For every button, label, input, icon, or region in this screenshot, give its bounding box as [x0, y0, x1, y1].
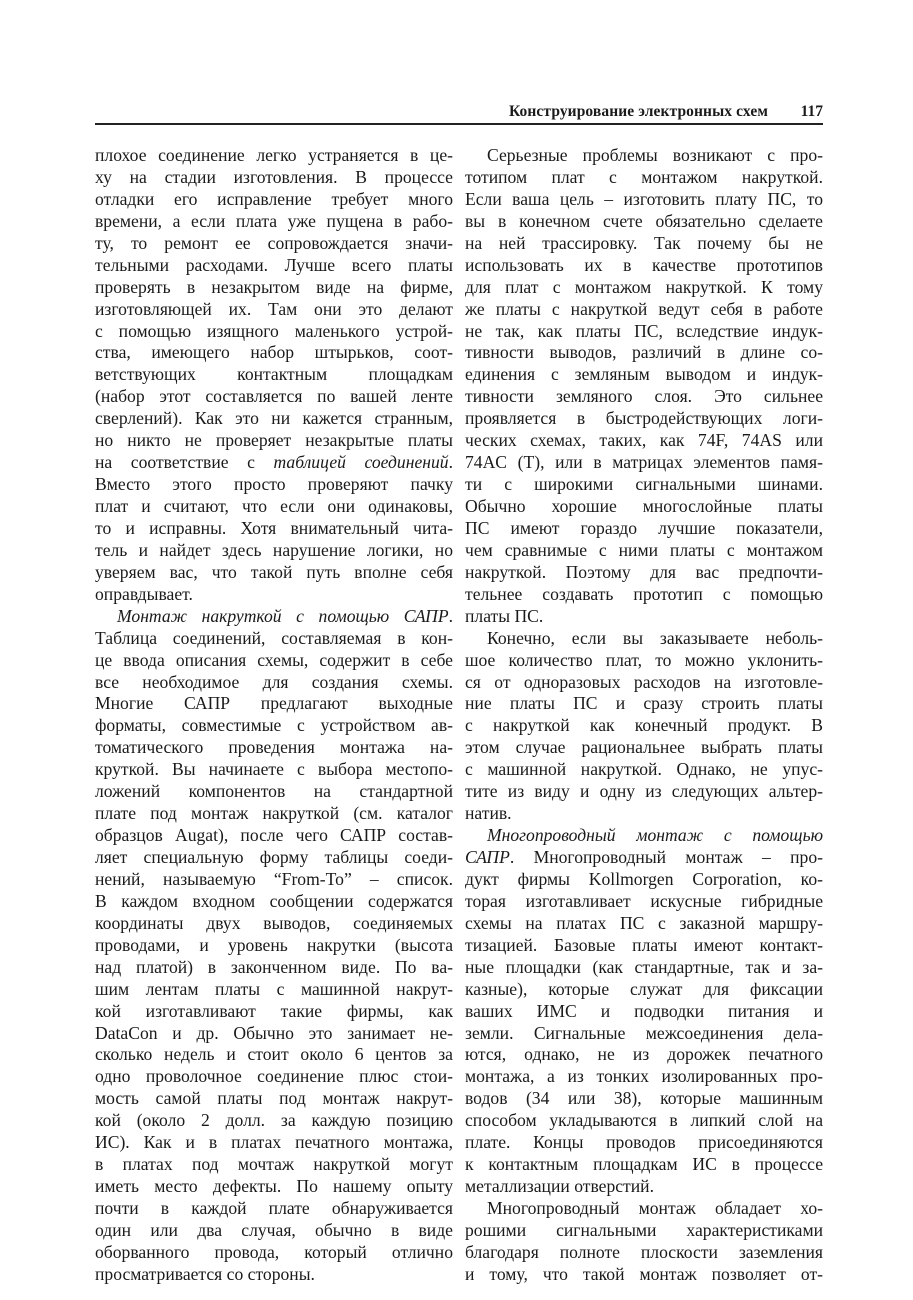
text-line: [465, 781, 823, 803]
text-line: [95, 342, 453, 364]
line-text: ние платы ПС и сразу строить платы: [465, 693, 823, 714]
right-column: [465, 145, 823, 1286]
left-column: [95, 145, 453, 1286]
text-line: [95, 672, 453, 694]
line-text: единения с земляным выводом и индук-: [465, 364, 823, 385]
text-line: [465, 1220, 823, 1242]
text-line: [465, 1110, 823, 1132]
text-line: [465, 650, 823, 672]
text-line: [465, 672, 823, 694]
line-text: плохое соединение легко устраняется в це-: [95, 145, 453, 165]
line-text: Таблица соединений, составляемая в кон-: [95, 627, 453, 648]
text-line: [465, 1023, 823, 1045]
line-text: плат и считают, что если они одинаковы,: [95, 496, 453, 516]
line-text: на соответствие с: [95, 452, 274, 473]
header-rule: [95, 123, 823, 125]
line-text: металлизации отверстий.: [465, 1176, 654, 1197]
text-line: [95, 364, 453, 386]
line-text: иметь место дефекты. По нашему опыту: [95, 1176, 453, 1197]
text-line: [95, 1110, 453, 1132]
text-line: [95, 1242, 453, 1264]
text-line: [95, 825, 453, 847]
text-line: [465, 1132, 823, 1154]
text-line: [95, 211, 453, 233]
text-line: [465, 869, 823, 891]
text-line: [465, 518, 823, 540]
text-line: [465, 233, 823, 255]
text-line: [95, 145, 453, 167]
text-line: [95, 650, 453, 672]
text-line: [465, 211, 823, 233]
text-line: [95, 606, 453, 628]
line-text: к контактным площадкам ИС в процессе: [465, 1154, 823, 1175]
line-text: ху на стадии изготовления. В процессе: [95, 166, 453, 187]
text-line: [95, 233, 453, 255]
text-line: [465, 628, 823, 650]
text-line: [465, 957, 823, 979]
text-line: [465, 606, 823, 628]
line-text: це ввода описания схемы, содержит в себе: [95, 649, 453, 670]
text-line: [95, 189, 453, 211]
text-line: [465, 825, 823, 847]
text-line: [465, 1198, 823, 1220]
text-line: [465, 496, 823, 518]
line-text: Конечно, если вы заказываете неболь-: [487, 627, 823, 648]
line-text: координаты двух выводов, соединяемых: [95, 912, 453, 933]
line-text: оправдывает.: [95, 583, 193, 604]
line-text: плате под монтаж накруткой (см. каталог: [95, 803, 453, 824]
line-text: проводами, и уровень накрутки (высота: [95, 934, 453, 955]
line-text: ПС имеют гораздо лучшие показатели,: [465, 517, 823, 538]
text-line: [95, 759, 453, 781]
text-line: [95, 1220, 453, 1242]
line-text: чем сравнимые с ними платы с монтажом: [465, 539, 823, 560]
text-line: [465, 803, 823, 825]
text-line: [465, 342, 823, 364]
page-number: 117: [800, 103, 823, 120]
text-line: [95, 518, 453, 540]
line-text: ИС). Как и в платах печатного монтажа,: [95, 1132, 453, 1153]
text-line: [465, 1176, 823, 1198]
line-text: тивности выводов, различий в длине со-: [465, 342, 823, 363]
text-line: [95, 386, 453, 408]
text-line: [465, 1044, 823, 1066]
line-text: Вместо этого просто проверяют пачку: [95, 474, 453, 495]
text-line: [465, 1242, 823, 1264]
line-text: с накруткой как конечный продукт. В: [465, 715, 823, 736]
text-line: [95, 452, 453, 474]
line-text: 74AC (T), или в матрицах элементов памя-: [465, 452, 823, 473]
line-text: с помощью изящного маленького устрой-: [95, 320, 453, 341]
italic-term: Монтаж накруткой с помощью САПР: [117, 605, 449, 626]
text-line: [95, 584, 453, 606]
line-text: в платах под мочтаж накруткой могут: [95, 1154, 453, 1175]
running-header: [95, 103, 823, 123]
line-text-after: .: [448, 605, 453, 626]
line-text: с машинной накруткой. Однако, не упус-: [465, 759, 823, 780]
text-line: [95, 628, 453, 650]
text-line: [465, 364, 823, 386]
text-line: [95, 715, 453, 737]
line-text: этом случае рациональнее выбрать платы: [465, 737, 823, 758]
line-text: Если ваша цель – изготовить плату ПС, то: [465, 188, 823, 209]
line-text: на ней трассировку. Так почему бы не: [465, 232, 823, 253]
text-line: [465, 386, 823, 408]
line-text: один или два случая, обычно в виде: [95, 1219, 453, 1240]
line-text: тель и найдет здесь нарушение логики, но: [95, 539, 453, 560]
text-line: [465, 145, 823, 167]
line-text: же платы с накруткой ведут себя в работе: [465, 298, 823, 319]
text-line: [465, 277, 823, 299]
text-line: [465, 452, 823, 474]
line-text: то и исправны. Хотя внимательный чита-: [95, 517, 453, 538]
line-text: использовать их в качестве прототипов: [465, 254, 823, 275]
line-text: томатического проведения монтажа на-: [95, 737, 453, 758]
line-text: рошими сигнальными характеристиками: [465, 1219, 823, 1240]
text-line: [465, 1154, 823, 1176]
text-line: [95, 474, 453, 496]
line-text: дукт фирмы Kollmorgen Corporation, ко-: [465, 868, 823, 889]
text-line: [465, 1264, 823, 1286]
line-text: благодаря полноте плоскости заземления: [465, 1241, 823, 1262]
text-line: [95, 299, 453, 321]
line-text: плате. Концы проводов присоединяются: [465, 1132, 823, 1153]
line-text: проявляется в быстродействующих логи-: [465, 408, 823, 429]
line-text: Обычно хорошие многослойные платы: [465, 496, 823, 516]
line-text: ются, однако, не из дорожек печатного: [465, 1044, 823, 1065]
line-text: форматы, совместимые с устройством ав-: [95, 715, 453, 736]
line-text: DataCon и др. Обычно это занимает не-: [95, 1022, 453, 1043]
line-text-after: .: [448, 452, 453, 473]
italic-term: Многопроводный монтаж с помощью: [487, 825, 823, 846]
text-line: [465, 891, 823, 913]
line-text: ческих схемах, таких, как 74F, 74AS или: [465, 430, 823, 451]
line-text: Серьезные проблемы возникают с про-: [487, 145, 823, 165]
line-text: ляет специальную форму таблицы соеди-: [95, 847, 453, 867]
text-line: [465, 408, 823, 430]
text-line: [95, 255, 453, 277]
line-text: ветствующих контактным площадкам: [95, 364, 453, 385]
line-text: тизацией. Базовые платы имеют контакт-: [465, 934, 823, 955]
line-text: мость самой платы под монтаж накрут-: [95, 1088, 453, 1109]
line-text: В каждом входном сообщении содержатся: [95, 890, 453, 911]
text-line: [95, 1154, 453, 1176]
text-line: [95, 869, 453, 891]
text-line: [95, 1066, 453, 1088]
line-text: тельнее создавать прототип с помощью: [465, 583, 823, 604]
line-text: Многопроводный монтаж обладает хо-: [487, 1198, 823, 1218]
text-line: [95, 562, 453, 584]
text-line: [465, 299, 823, 321]
text-line: [95, 935, 453, 957]
line-text: тите из виду и одну из следующих альтер-: [465, 781, 823, 802]
text-line: [465, 913, 823, 935]
line-text: тотипом плат с монтажом накруткой.: [465, 166, 823, 187]
text-line: [95, 408, 453, 430]
line-text: ваших ИМС и подводки питания и: [465, 1000, 823, 1021]
line-text: ложений компонентов на стандартной: [95, 781, 453, 802]
line-text: изготовляющей их. Там они это делают: [95, 298, 453, 319]
text-line: [465, 167, 823, 189]
italic-term: таблицей соединений: [273, 452, 449, 473]
text-line: [95, 540, 453, 562]
line-text: ся от одноразовых расходов на изготовле-: [465, 671, 823, 692]
text-line: [465, 737, 823, 759]
line-text: шое количество плат, то можно уклонить-: [465, 649, 823, 670]
text-line: [95, 1023, 453, 1045]
line-text: и тому, что такой монтаж позволяет от-: [465, 1263, 823, 1284]
text-line: [95, 430, 453, 452]
line-text: над платой) в законченном виде. По ва-: [95, 956, 453, 977]
text-line: [95, 1088, 453, 1110]
line-text: ные площадки (как стандартные, так и за-: [465, 956, 823, 977]
text-line: [95, 891, 453, 913]
line-text: сверлений). Как это ни кажется странным,: [95, 408, 453, 429]
text-line: [465, 430, 823, 452]
line-text: водов (34 или 38), которые машинным: [465, 1088, 823, 1109]
line-text: земли. Сигнальные межсоединения дела-: [465, 1022, 823, 1043]
text-line: [465, 1088, 823, 1110]
text-line: [465, 935, 823, 957]
text-line: [95, 321, 453, 343]
line-text: почти в каждой плате обнаруживается: [95, 1198, 453, 1218]
line-text: проверять в незакрытом виде на фирме,: [95, 276, 453, 297]
text-line: [95, 496, 453, 518]
line-text: не так, как платы ПС, вследствие индук-: [465, 320, 823, 341]
text-line: [465, 255, 823, 277]
line-text: ства, имеющего набор штырьков, соот-: [95, 342, 453, 363]
text-line: [465, 540, 823, 562]
text-line: [95, 847, 453, 869]
text-line: [465, 715, 823, 737]
line-text: (набор этот составляется по вашей ленте: [95, 386, 453, 407]
text-line: [95, 737, 453, 759]
line-text: сколько недель и стоит около 6 центов за: [95, 1044, 453, 1065]
line-text: отладки его исправление требует много: [95, 188, 453, 209]
line-text-after: . Многопроводный монтаж – про-: [509, 847, 823, 867]
line-text: ти с широкими сигнальными шинами.: [465, 474, 823, 495]
text-line: [95, 1001, 453, 1023]
text-line: [465, 189, 823, 211]
text-line: [465, 979, 823, 1001]
text-line: [95, 1198, 453, 1220]
line-text: кой (около 2 долл. за каждую позицию: [95, 1110, 453, 1131]
line-text: оборванного провода, который отлично: [95, 1241, 453, 1262]
text-line: [465, 759, 823, 781]
text-line: [465, 693, 823, 715]
line-text: Многие САПР предлагают выходные: [95, 693, 453, 714]
line-text: все необходимое для создания схемы.: [95, 671, 453, 692]
text-line: [95, 167, 453, 189]
text-line: [465, 584, 823, 606]
running-header-title: Конструирование электронных схем: [508, 103, 768, 120]
text-line: [95, 781, 453, 803]
line-text: монтажа, а из тонких изолированных про-: [465, 1066, 823, 1087]
text-line: [95, 693, 453, 715]
line-text: уверяем вас, что такой путь вполне себя: [95, 561, 453, 582]
text-line: [465, 1001, 823, 1023]
line-text: торая изготавливает искусные гибридные: [465, 890, 823, 911]
text-line: [95, 1176, 453, 1198]
text-line: [465, 562, 823, 584]
text-line: [95, 1264, 453, 1286]
text-line: [95, 1132, 453, 1154]
text-line: [95, 803, 453, 825]
text-line: [95, 277, 453, 299]
text-line: [465, 1066, 823, 1088]
line-text: накруткой. Поэтому для вас предпочти-: [465, 561, 823, 582]
text-line: [95, 957, 453, 979]
text-line: [95, 979, 453, 1001]
line-text: просматривается со стороны.: [95, 1263, 315, 1284]
line-text: тивности земляного слоя. Это сильнее: [465, 386, 823, 407]
text-line: [465, 474, 823, 496]
text-line: [465, 847, 823, 869]
line-text: шим лентам платы с машинной накрут-: [95, 978, 453, 999]
line-text: способом укладываются в липкий слой на: [465, 1110, 823, 1131]
line-text: казные), которые служат для фиксации: [465, 978, 823, 999]
line-text: схемы на платах ПС с заказной маршру-: [465, 912, 823, 933]
line-text: тельными расходами. Лучше всего платы: [95, 254, 453, 275]
line-text: образцов Augat), после чего САПР состав-: [95, 825, 453, 846]
line-text: для плат с монтажом накруткой. К тому: [465, 276, 823, 297]
line-text: платы ПС.: [465, 605, 544, 626]
line-text: времени, а если плата уже пущена в рабо-: [95, 210, 453, 231]
line-text: натив.: [465, 803, 512, 824]
line-text: вы в конечном счете обязательно сделаете: [465, 210, 823, 231]
text-line: [465, 321, 823, 343]
line-text: но никто не проверяет незакрытые платы: [95, 430, 453, 451]
line-text: нений, называемую “From-To” – список.: [95, 868, 453, 889]
line-text: ту, то ремонт ее сопровождается значи-: [95, 232, 453, 253]
line-text: кой изготавливают такие фирмы, как: [95, 1000, 453, 1021]
text-line: [95, 1044, 453, 1066]
line-text: круткой. Вы начинаете с выбора местопо-: [95, 759, 453, 780]
text-line: [95, 913, 453, 935]
line-text: одно проволочное соединение плюс стои-: [95, 1066, 453, 1087]
italic-term: САПР: [465, 847, 510, 867]
